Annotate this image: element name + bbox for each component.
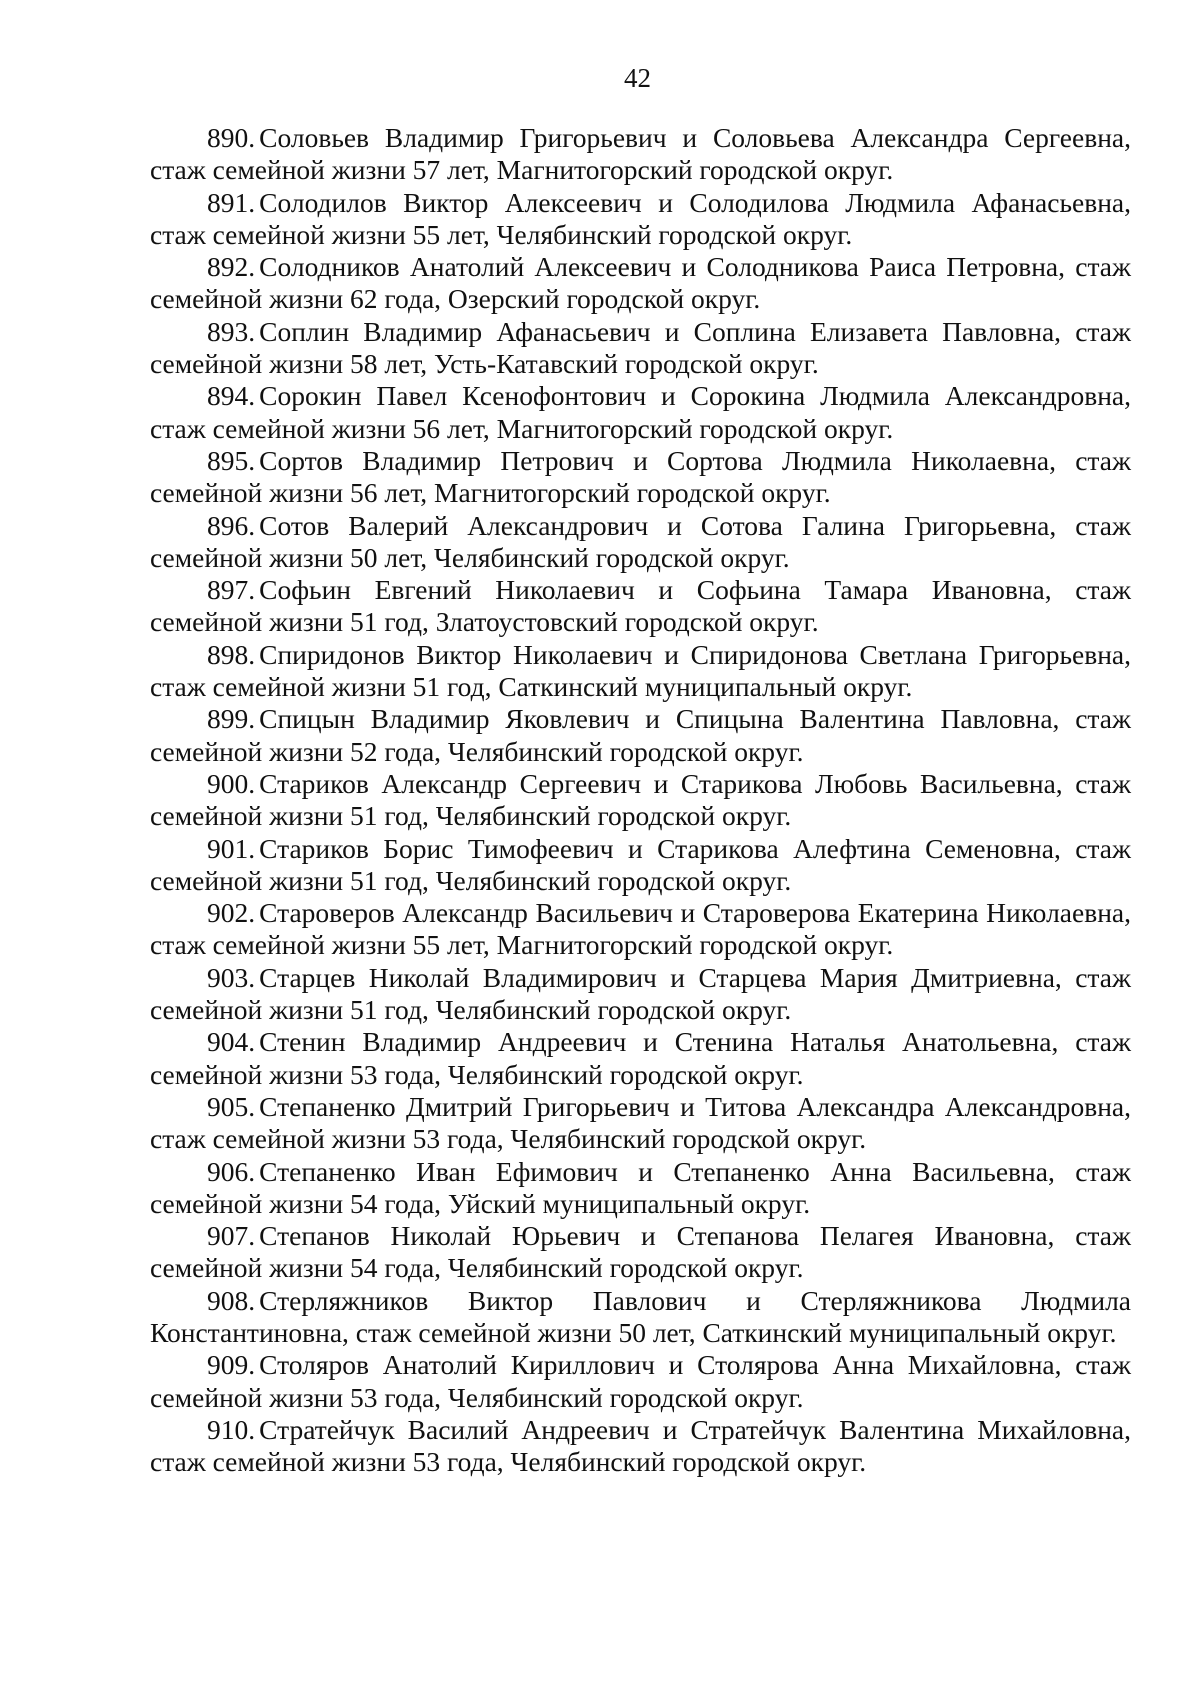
entry-number: 909.	[207, 1349, 256, 1381]
list-item	[150, 1091, 1131, 1156]
list-item	[150, 768, 1131, 833]
page-number: 42	[624, 63, 651, 93]
list-item	[150, 703, 1131, 768]
list-item	[150, 510, 1131, 575]
entry-number: 903.	[207, 961, 256, 993]
entry-text: Столяров Анатолий Кириллович и Столярова Анна Михайловна, стаж семейной жизни 53 года, Челябинский городской округ.	[150, 1349, 1131, 1413]
list-item	[150, 1220, 1131, 1285]
entry-text: Солодников Анатолий Алексеевич и Солодникова Раиса Петровна, стаж семейной жизни 62 года, Озерский городской округ.	[150, 251, 1131, 315]
entry-number: 900.	[207, 767, 256, 799]
entry-text: Соловьев Владимир Григорьевич и Соловьева Александра Сергеевна, стаж семейной жизни 57 лет, Магнитогорский городской округ.	[150, 122, 1131, 186]
entry-number: 907.	[207, 1220, 256, 1252]
list-item	[150, 1349, 1131, 1414]
entry-number: 896.	[207, 509, 256, 541]
entry-text: Стенин Владимир Андреевич и Стенина Наталья Анатольевна, стаж семейной жизни 53 года, Челябинский городской округ.	[150, 1026, 1131, 1090]
entry-number: 890.	[207, 122, 256, 153]
entry-number: 905.	[207, 1090, 256, 1122]
entry-number: 899.	[207, 703, 256, 735]
entry-text: Сорокин Павел Ксенофонтович и Сорокина Людмила Александровна, стаж семейной жизни 56 лет, Магнитогорский городской округ.	[150, 380, 1131, 444]
entry-number: 902.	[207, 897, 256, 929]
list-item	[150, 897, 1131, 962]
entry-number: 891.	[207, 186, 256, 218]
entry-text: Стариков Александр Сергеевич и Старикова Любовь Васильевна, стаж семейной жизни 51 год, Челябинский городской округ.	[150, 767, 1131, 832]
list-item	[150, 1414, 1131, 1479]
entry-text: Спиридонов Виктор Николаевич и Спиридонова Светлана Григорьевна, стаж семейной жизни 51 год, Саткинский муниципальный округ.	[150, 638, 1131, 703]
list-item	[150, 1026, 1131, 1091]
entry-number: 892.	[207, 251, 256, 283]
entry-number: 897.	[207, 574, 256, 606]
entry-text: Солодилов Виктор Алексеевич и Солодилова Людмила Афанасьевна, стаж семейной жизни 55 лет, Челябинский городской округ.	[150, 186, 1131, 250]
list-item	[150, 1285, 1131, 1350]
entry-text: Староверов Александр Васильевич и Староверова Екатерина Николаевна, стаж семейной жизни 55 лет, Магнитогорский городской округ.	[150, 897, 1131, 961]
entry-number: 898.	[207, 638, 256, 670]
entry-list	[150, 122, 1131, 1478]
entry-text: Степаненко Иван Ефимович и Степаненко Анна Васильевна, стаж семейной жизни 54 года, Уйский муниципальный округ.	[150, 1155, 1131, 1219]
list-item	[150, 445, 1131, 510]
list-item	[150, 380, 1131, 445]
list-item	[150, 574, 1131, 639]
list-item	[150, 122, 1131, 187]
list-item	[150, 1156, 1131, 1221]
entry-text: Степаненко Дмитрий Григорьевич и Титова Александра Александровна, стаж семейной жизни 53 года, Челябинский городской округ.	[150, 1090, 1131, 1155]
entry-number: 901.	[207, 832, 256, 864]
entry-text: Софьин Евгений Николаевич и Софьина Тамара Ивановна, стаж семейной жизни 51 год, Златоустовский городской округ.	[150, 574, 1131, 638]
list-item	[150, 316, 1131, 381]
list-item	[150, 833, 1131, 898]
entry-number: 910.	[207, 1413, 256, 1445]
entry-text: Сортов Владимир Петрович и Сортова Людмила Николаевна, стаж семейной жизни 56 лет, Магнитогорский городской округ.	[150, 444, 1131, 509]
entry-text: Соплин Владимир Афанасьевич и Соплина Елизавета Павловна, стаж семейной жизни 58 лет, Усть-Катавский городской округ.	[150, 315, 1131, 380]
entry-number: 894.	[207, 380, 256, 412]
entry-text: Стратейчук Василий Андреевич и Стратейчук Валентина Михайловна, стаж семейной жизни 53 года, Челябинский городской округ.	[150, 1413, 1131, 1478]
list-item	[150, 187, 1131, 252]
list-item	[150, 962, 1131, 1027]
entry-number: 908.	[207, 1284, 256, 1316]
entry-number: 904.	[207, 1026, 256, 1058]
entry-text: Старцев Николай Владимирович и Старцева Мария Дмитриевна, стаж семейной жизни 51 год, Челябинский городской округ.	[150, 961, 1131, 1026]
entry-text: Сотов Валерий Александрович и Сотова Галина Григорьевна, стаж семейной жизни 50 лет, Челябинский городской округ.	[150, 509, 1131, 573]
entry-number: 906.	[207, 1155, 256, 1187]
list-item	[150, 639, 1131, 704]
list-item	[150, 251, 1131, 316]
entry-text: Спицын Владимир Яковлевич и Спицына Валентина Павловна, стаж семейной жизни 52 года, Челябинский городской округ.	[150, 703, 1131, 767]
entry-text: Стерляжников Виктор Павлович и Стерляжникова Людмила Константиновна, стаж семейной жизни 50 лет, Саткинский муниципальный округ.	[150, 1284, 1131, 1348]
entry-number: 893.	[207, 315, 256, 347]
entry-number: 895.	[207, 444, 256, 476]
entry-text: Степанов Николай Юрьевич и Степанова Пелагея Ивановна, стаж семейной жизни 54 года, Челябинский городской округ.	[150, 1220, 1131, 1284]
entry-text: Стариков Борис Тимофеевич и Старикова Алефтина Семеновна, стаж семейной жизни 51 год, Челябинский городской округ.	[150, 832, 1131, 896]
